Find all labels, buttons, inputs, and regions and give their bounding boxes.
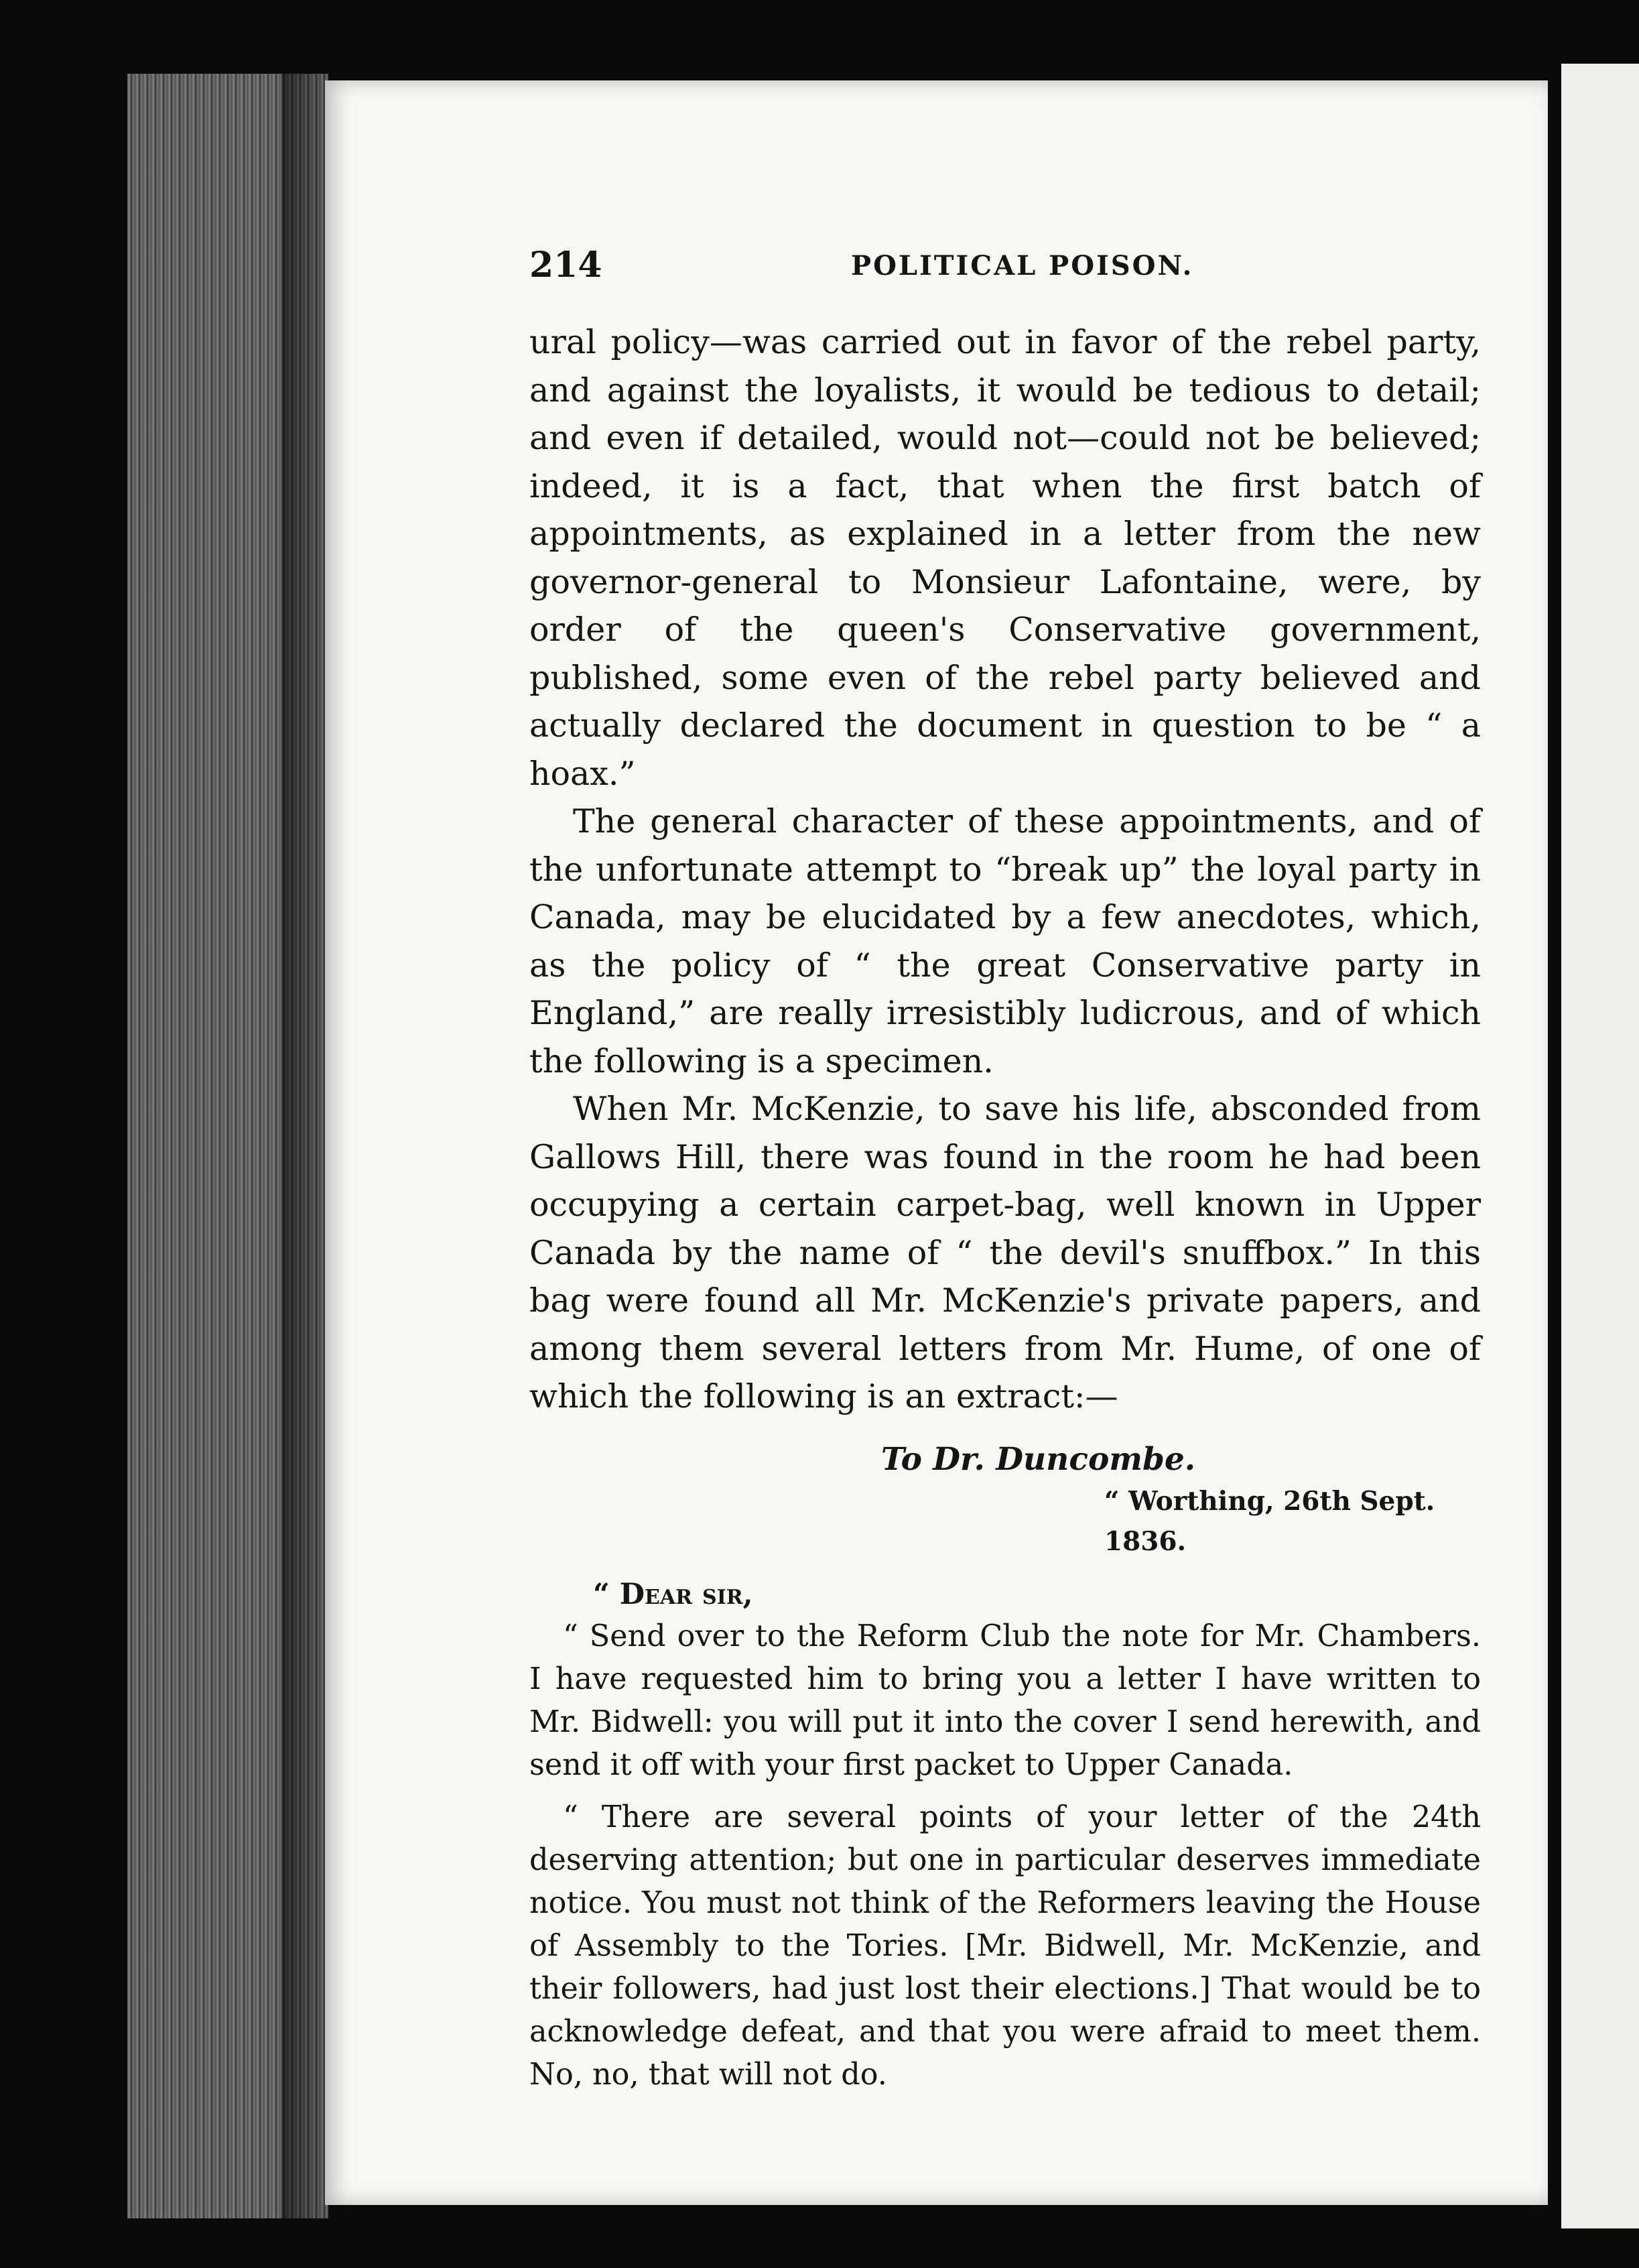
page-number: 214 [529, 245, 602, 286]
letter-addressee: To Dr. Duncombe. [881, 1440, 1196, 1478]
facing-page-edge [1561, 64, 1639, 2228]
body-paragraph: When Mr. McKenzie, to save his life, absconded from Gallows Hill, there was found in the room he had been occupying a certain carpet-bag, well known in Upper Canada by the name of “ the devil's snuffbox.” In this bag were found all Mr. McKenzie's private papers, and among them several letters from Mr. Hume, of one of which the following is an extract:— [529, 1090, 1481, 1415]
body-paragraph: The general character of these appointments, and of the unfortunate attempt to “break up” the loyal party in Canada, may be elucidated by a few anecdotes, which, as the policy of “ the great Conservative party in England,” are really irresistibly ludicrous, and of which the following is a specimen. [529, 802, 1481, 1080]
running-title: POLITICAL POISON. [851, 250, 1194, 281]
facing-page-gap [1548, 0, 1563, 2268]
page-text [529, 245, 1481, 2096]
running-head [529, 245, 1481, 318]
letter-paragraph: “ There are several points of your letter of the 24th deserving attention; but one in particular deserves immediate notice. You must not think of the Reformers leaving the House of Assembly to the Tories. [Mr. Bidwell, Mr. McKenzie, and their followers, had just lost their elections.] That would be to acknowledge defeat, and that you were afraid to meet them. No, no, that will not do. [529, 1800, 1481, 2092]
letter-paragraph: “ Send over to the Reform Club the note for Mr. Chambers. I have requested him to bring you a letter I have written to Mr. Bidwell: you will put it into the cover I send herewith, and send it off with your first packet to Upper Canada. [529, 1619, 1481, 1782]
body-paragraph: ural policy—was carried out in favor of the rebel party, and against the loyalists, it would be tedious to detail; and even if detailed, would not—could not be believed; indeed, it is a fact, that when the first batch of appointments, as explained in a letter from the new governor-general to Monsieur Lafontaine, were, by order of the queen's Conservative government, published, some even of the rebel party believed and actually declared the document in question to be “ a hoax.” [529, 323, 1481, 793]
letter-dateline: “ Worthing, 26th Sept. 1836. [1104, 1485, 1435, 1557]
letter-salutation: “ Dear sir, [593, 1577, 753, 1611]
